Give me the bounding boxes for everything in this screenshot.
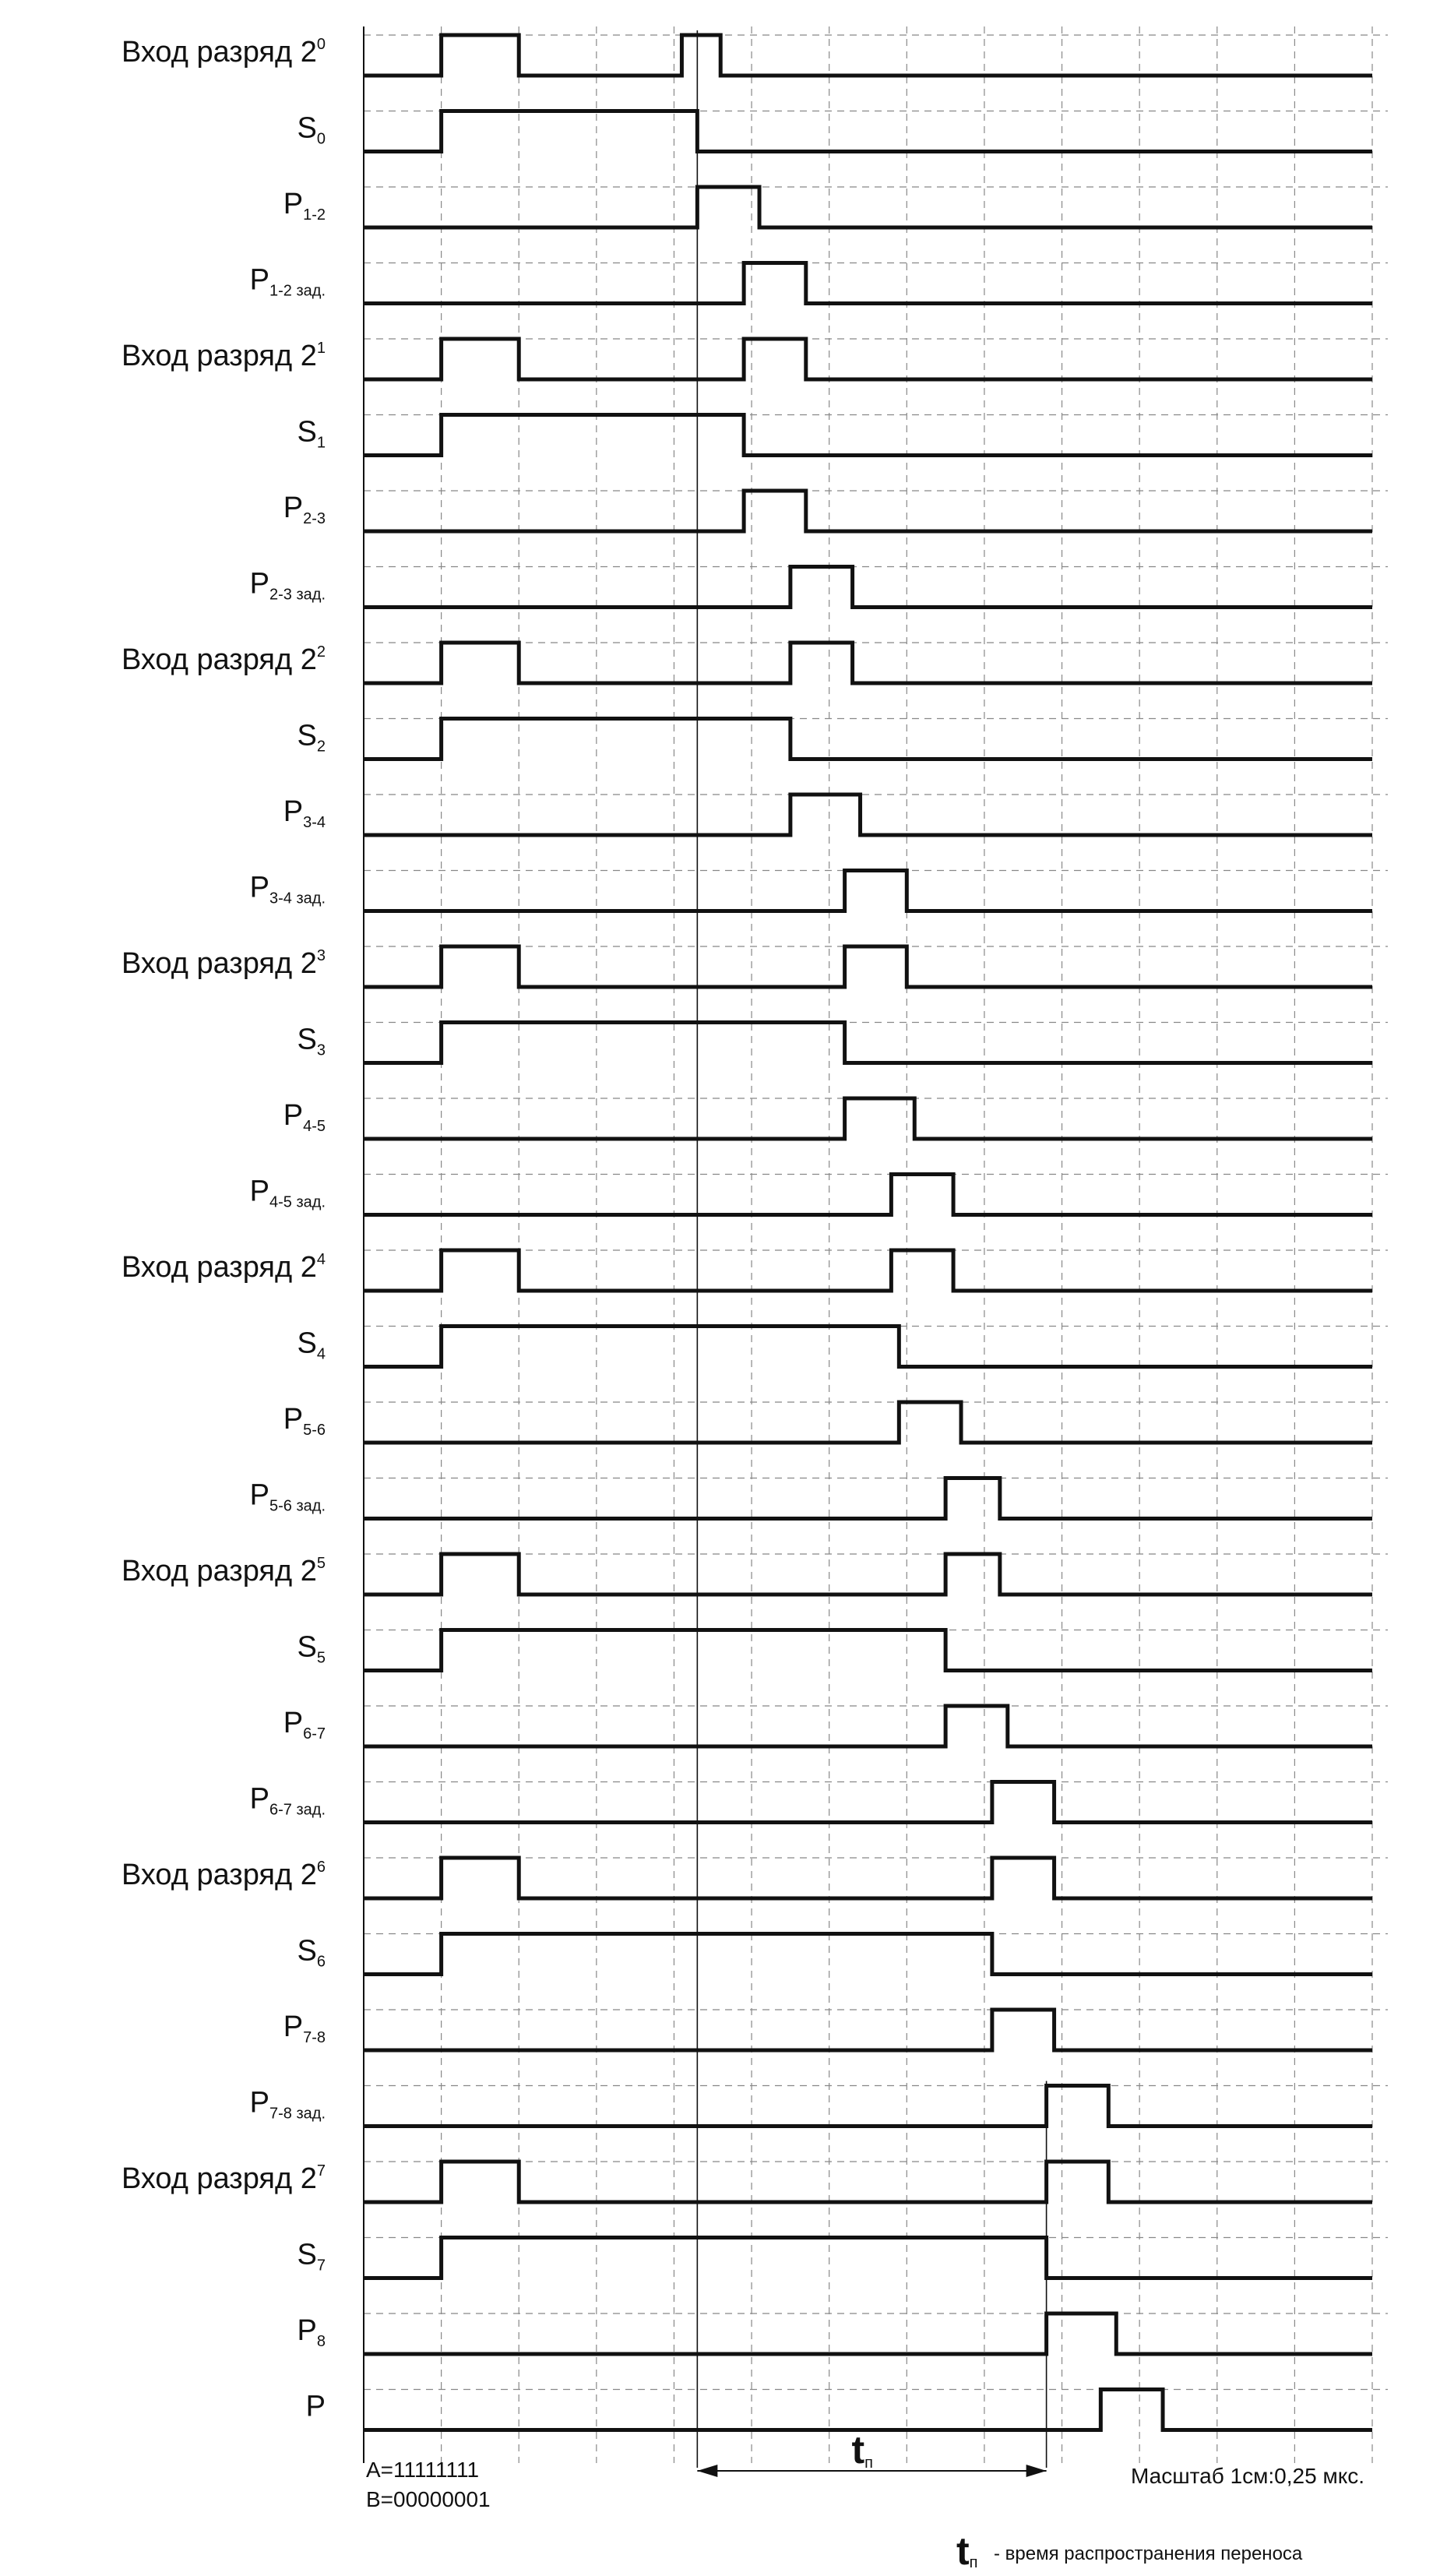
signal-labels	[121, 36, 326, 2423]
waveform-input	[364, 1250, 1372, 1291]
signal-label-base: S	[297, 111, 317, 145]
waveform-carry	[364, 1098, 1372, 1139]
signal-label	[283, 795, 326, 831]
waveform-sum	[364, 1327, 1372, 1367]
signal-label	[250, 568, 326, 604]
signal-label	[250, 1783, 326, 1819]
signal-label-sup: 5	[316, 1555, 326, 1572]
footer	[366, 2428, 1364, 2573]
signal-label	[121, 947, 326, 980]
signal-label-base: S	[297, 1023, 317, 1056]
signal-label-base: P	[249, 1782, 270, 1816]
waveform-carry-delay	[364, 871, 1372, 911]
time-markers	[697, 30, 1046, 2468]
signal-label-sub: 5-6	[303, 1422, 326, 1439]
signal-label-base: S	[297, 2238, 317, 2271]
signal-label-base: P	[249, 1478, 270, 1512]
waveform-carry	[364, 187, 1372, 227]
tp-subscript: п	[864, 2454, 873, 2472]
signal-label-sub: 2-3 зад.	[269, 586, 326, 604]
arrow-right-icon	[1026, 2465, 1047, 2477]
signal-label-sub: 3	[316, 1041, 326, 1059]
signal-label-base: P	[283, 1707, 304, 1739]
waveform-carry-delay	[364, 2086, 1372, 2127]
signal-label-base: Вход разряд 2	[121, 36, 317, 69]
waveform-sum	[364, 1630, 1372, 1671]
waveform-carry-delay	[364, 1175, 1372, 1215]
signal-label	[283, 1099, 326, 1135]
tp-dimension-label	[851, 2428, 873, 2472]
waveform-sum	[364, 415, 1372, 456]
waveform-carry	[364, 2313, 1372, 2354]
signal-label	[121, 2162, 326, 2195]
signal-label-base: P	[283, 1099, 304, 1132]
signal-label-sub: 7-8	[303, 2029, 326, 2046]
signal-label	[283, 1403, 326, 1439]
signal-label-base: Вход разряд 2	[121, 2162, 317, 2195]
signal-label	[298, 2314, 326, 2350]
waveform-carry	[364, 1402, 1372, 1443]
signal-label	[121, 1555, 326, 1588]
tp-legend-t: t	[956, 2529, 970, 2573]
waveform-input	[364, 1858, 1372, 1898]
signal-label-base: Вход разряд 2	[121, 340, 317, 372]
signal-label-base: P	[249, 567, 270, 601]
waveform-carry	[364, 491, 1372, 531]
tp-legend-sub: п	[969, 2554, 978, 2571]
signal-label	[121, 643, 326, 676]
arrow-left-icon	[697, 2465, 717, 2477]
signal-label-base: S	[297, 1630, 317, 1664]
signal-label-sub: 4-5	[303, 1118, 326, 1135]
waveform-sum	[364, 1023, 1372, 1063]
signal-label	[250, 872, 326, 907]
waveform-sum	[364, 719, 1372, 759]
signal-label	[298, 1935, 326, 1971]
grid	[364, 26, 1388, 2463]
signal-label	[283, 1707, 326, 1743]
signal-label	[121, 1251, 326, 1284]
signal-label-base: P	[283, 2010, 304, 2043]
waveform-output	[364, 2390, 1372, 2430]
signal-label-base: Вход разряд 2	[121, 947, 317, 980]
signal-label-sup: 4	[316, 1251, 326, 1268]
signal-label-sub: 5-6 зад.	[269, 1497, 326, 1515]
signal-label-base: P	[249, 1175, 270, 1208]
signal-label-base: P	[249, 2086, 270, 2120]
signal-label-sup: 6	[316, 1859, 326, 1876]
signal-label	[121, 1859, 326, 1891]
signal-label-sup: 0	[316, 36, 326, 53]
waveform-input	[364, 1554, 1372, 1595]
signal-label-sub: 0	[316, 130, 326, 148]
signal-label-base: P	[283, 188, 304, 220]
signal-label-base: P	[283, 795, 304, 828]
signal-label	[283, 492, 326, 527]
signal-label-sup: 2	[316, 643, 326, 661]
signal-label-sub: 6-7 зад.	[269, 1801, 326, 1819]
signal-label-base: P	[305, 2390, 326, 2423]
waveform-input	[364, 946, 1372, 987]
signal-label-base: Вход разряд 2	[121, 1859, 317, 1891]
signal-label-base: P	[283, 492, 304, 524]
waveform-input	[364, 2162, 1372, 2202]
signal-label-sub: 7	[316, 2257, 326, 2275]
signal-label-base: Вход разряд 2	[121, 1555, 317, 1588]
signal-label	[298, 720, 326, 756]
signal-label-base: S	[297, 1327, 317, 1360]
propagation-dimension	[697, 2428, 1046, 2477]
signal-label	[298, 1024, 326, 1059]
signal-label	[121, 36, 326, 69]
waveform-input	[364, 35, 1372, 76]
signal-label-sub: 6	[316, 1953, 326, 1971]
signal-label-sub: 3-4	[303, 814, 326, 831]
waveform-carry-delay	[364, 1782, 1372, 1823]
waveform-carry	[364, 795, 1372, 835]
waveform-sum	[364, 111, 1372, 152]
scale-note: Масштаб 1см:0,25 мкс.	[1131, 2464, 1365, 2488]
signal-label-sub: 4	[316, 1345, 326, 1363]
operand-b: B=00000001	[366, 2487, 491, 2511]
signal-label-base: P	[249, 871, 270, 904]
signal-label	[283, 2010, 326, 2046]
operand-a: A=11111111	[366, 2458, 480, 2482]
waveform-carry	[364, 1706, 1372, 1746]
waveform-sum	[364, 1934, 1372, 1975]
signal-label-sup: 7	[316, 2162, 326, 2180]
signal-label-sub: 1-2	[303, 206, 326, 224]
waveform-carry-delay	[364, 1478, 1372, 1519]
waveform-sum	[364, 2238, 1372, 2278]
signal-label	[121, 340, 326, 372]
signal-label	[298, 2239, 326, 2275]
signal-label	[298, 416, 326, 452]
signal-label-base: P	[249, 263, 270, 297]
waveform-input	[364, 643, 1372, 683]
signal-label	[250, 2087, 326, 2123]
signal-label-sub: 5	[316, 1649, 326, 1667]
tp-legend-symbol	[956, 2529, 978, 2573]
signal-label	[250, 264, 326, 300]
waveform-input	[364, 339, 1372, 379]
signal-label-sub: 2-3	[303, 510, 326, 527]
signal-label-sup: 1	[316, 340, 326, 357]
signal-label-sup: 3	[316, 947, 326, 964]
signal-label-sub: 6-7	[303, 1725, 326, 1743]
tp-legend-text: - время распространения переноса	[994, 2543, 1303, 2564]
signal-label-sub: 1-2 зад.	[269, 282, 326, 300]
signal-label-sub: 8	[316, 2333, 326, 2350]
signal-label-base: Вход разряд 2	[121, 643, 317, 676]
signal-label-sub: 3-4 зад.	[269, 890, 326, 907]
signal-label	[298, 112, 326, 148]
signal-label-sub: 1	[316, 434, 326, 452]
waveform-carry-delay	[364, 567, 1372, 608]
waveforms	[364, 35, 1372, 2430]
signal-label-base: Вход разряд 2	[121, 1251, 317, 1284]
signal-label	[298, 1631, 326, 1667]
signal-label-base: S	[297, 1934, 317, 1968]
signal-label-sub: 7-8 зад.	[269, 2105, 326, 2123]
signal-label	[306, 2391, 326, 2423]
waveform-carry-delay	[364, 263, 1372, 304]
signal-label-sub: 4-5 зад.	[269, 1193, 326, 1211]
tp-symbol: t	[851, 2428, 865, 2472]
signal-label	[298, 1327, 326, 1363]
signal-label-base: P	[283, 1403, 304, 1436]
waveform-carry	[364, 2010, 1372, 2050]
signal-label-sub: 2	[316, 738, 326, 756]
signal-label-base: S	[297, 415, 317, 449]
signal-label	[283, 188, 326, 224]
signal-label	[250, 1479, 326, 1515]
signal-label-base: P	[297, 2314, 317, 2347]
signal-label	[250, 1175, 326, 1211]
signal-label-base: S	[297, 719, 317, 752]
